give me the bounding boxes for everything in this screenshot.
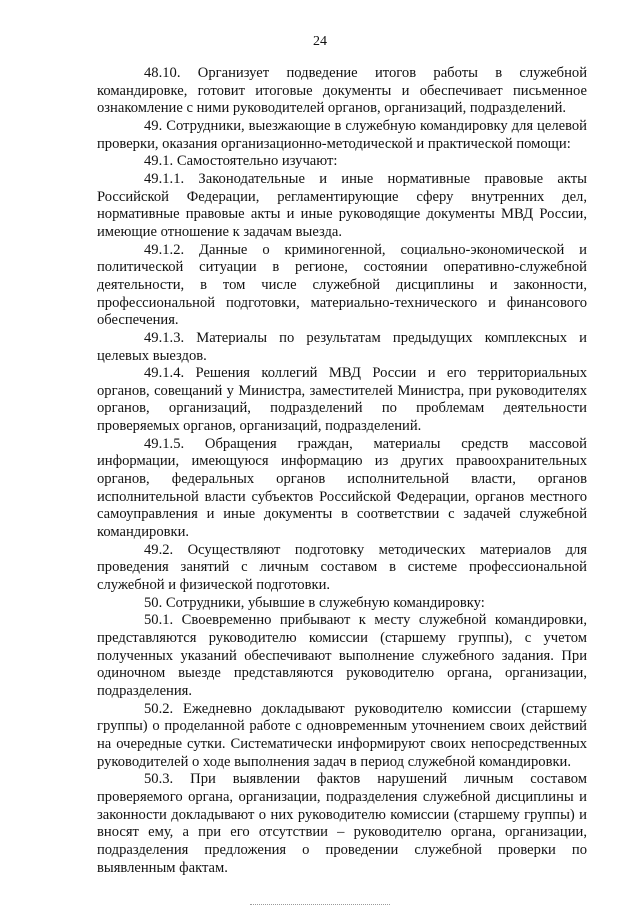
paragraph-50-1: 50.1. Своевременно прибывают к месту служебной командировки, представляются руководителю комиссии (старшему группы), с учетом полученных указаний обеспечивают выполнение служебного задания. При одиночном выезде представляются руководителю органа, организации, подразделения.	[97, 612, 587, 699]
paragraph-49-1-3: 49.1.3. Материалы по результатам предыдущих комплексных и целевых выездов.	[97, 329, 587, 364]
paragraph-49-1-4: 49.1.4. Решения коллегий МВД России и его территориальных органов, совещаний у Министра, заместителей Министра, при руководителях органов, организаций, подразделений по проблемам деятельности проверяемых органов, организаций, подразделений.	[97, 365, 587, 435]
paragraph-48-10: 48.10. Организует подведение итогов работы в служебной командировке, готовит итоговые документы и обеспечивает письменное ознакомление с ними руководителей органов, организаций, подразделений.	[97, 65, 587, 117]
paragraph-49-1-1: 49.1.1. Законодательные и иные нормативные правовые акты Российской Федерации, регламентирующие сферу внутренних дел, нормативные правовые акты и иные руководящие документы МВД России, имеющие отношение к задачам выезда.	[97, 170, 587, 240]
paragraph-49-1: 49.1. Самостоятельно изучают:	[144, 153, 338, 170]
paragraph-49-2: 49.2. Осуществляют подготовку методических материалов для проведения занятий с личным составом в системе профессиональной служебной и физической подготовки.	[97, 541, 587, 594]
document-body	[97, 65, 587, 877]
paragraph-50: 50. Сотрудники, убывшие в служебную командировку:	[144, 594, 485, 611]
paragraph-50-2: 50.2. Ежедневно докладывают руководителю комиссии (старшему группы) о проделанной работе с одновременным уточнением своих действий на очередные сутки. Систематически информируют своих непосредственных руководителей о ходе выполнения задач в период служебной командировки.	[97, 700, 587, 770]
paragraph-49-1-5: 49.1.5. Обращения граждан, материалы средств массовой информации, имеющуюся информацию из других правоохранительных органов, федеральных органов исполнительной власти, органов исполнительной власти субъектов Российской Федерации, органов местного самоуправления и иные документы в соответствии с задачей служебной командировки.	[97, 435, 587, 541]
paragraph-50-3: 50.3. При выявлении фактов нарушений личным составом проверяемого органа, организации, подразделения служебной дисциплины и законности докладывают о них руководителю комиссии (старшему группы) и вносят ему, а при его отсутствии – руководителю органа, организации, подразделения предложения о проведении служебной проверки по выявленным фактам.	[97, 771, 587, 876]
page-number: 24	[313, 34, 327, 49]
paragraph-49-1-2: 49.1.2. Данные о криминогенной, социально-экономической и политической ситуации в регионе, состоянии оперативно-служебной деятельности, в том числе служебной дисциплины и законности, профессиональной подготовки, материально-технического и финансового обеспечения.	[97, 241, 587, 329]
paragraph-49: 49. Сотрудники, выезжающие в служебную командировку для целевой проверки, оказания организационно-методической и практической помощи:	[97, 117, 587, 152]
